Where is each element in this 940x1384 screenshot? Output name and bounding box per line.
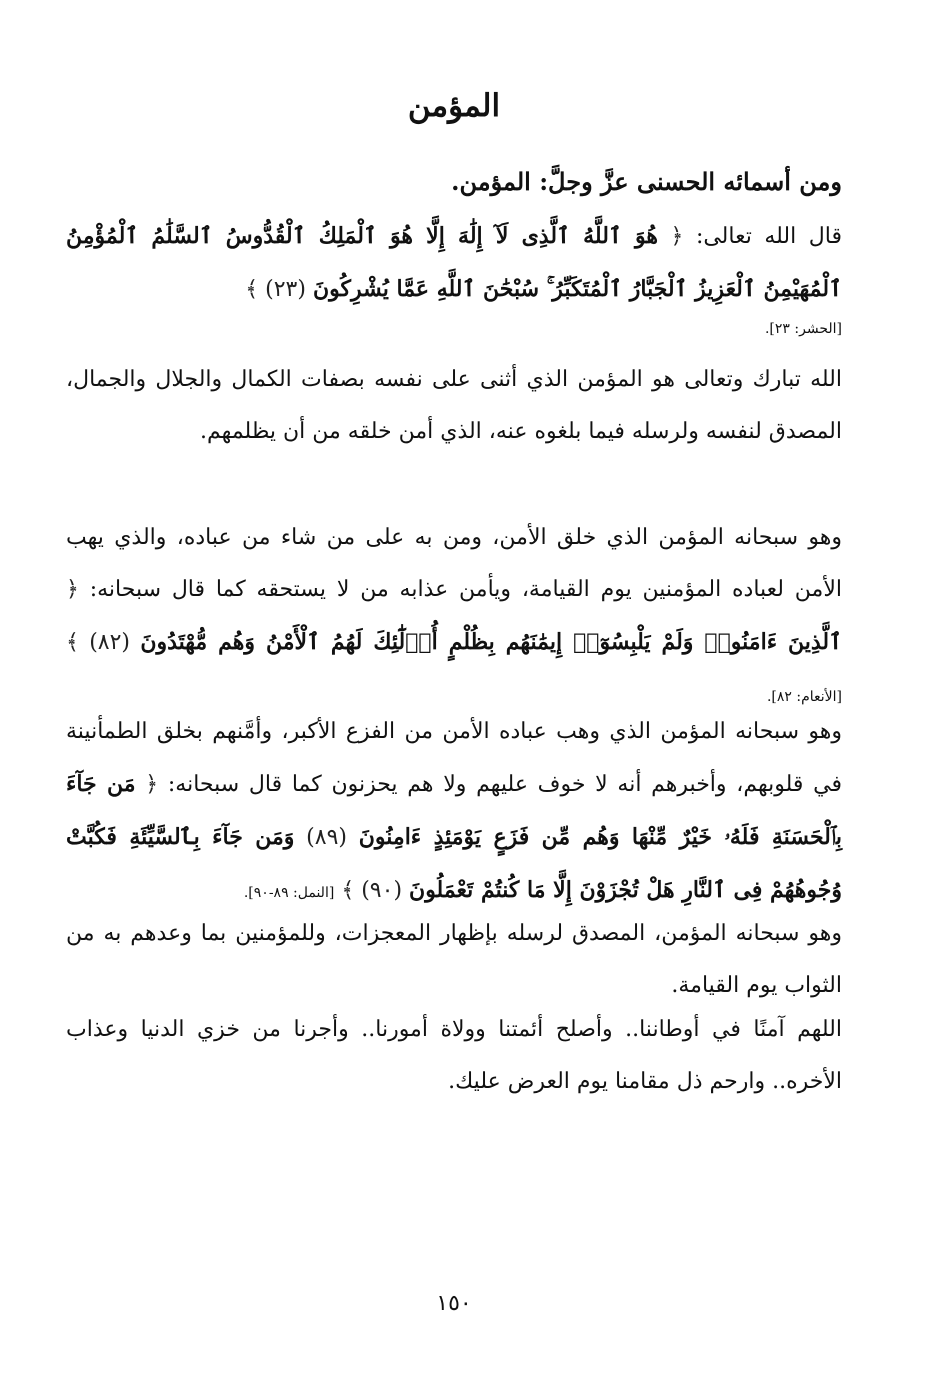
ayah-number: (٨٩) [306, 825, 347, 850]
ornate-bracket-open-icon: ﴿ [145, 772, 159, 797]
paragraph-text: وهو سبحانه المؤمن الذي خلق الأمن، ومن به على من شاء من عباده، والذي يهب الأمن لعباده المؤمنين يوم القيامة، ويأمن عذابه من لا يستحقه كما قال سبحانه: [66, 525, 842, 602]
verse-reference: [الحشر: ٢٣]. [764, 321, 842, 337]
verse-reference: [النمل: ٨٩-٩٠]. [243, 885, 335, 901]
ayah-number: (٩٠) [361, 878, 403, 903]
paragraph-text: وهو سبحانه المؤمن الذي وهب عباده الأمن من الفزع الأكبر، وأمَّنهم بخلق الطمأنينة في قلوبهم، وأخبرهم أنه لا خوف عليهم ولا هم يحزنون كما قال سبحانه: [66, 719, 842, 797]
ornate-bracket-close-icon: ﴾ [245, 277, 259, 302]
page [66, 0, 842, 1384]
verse-reference: [الأنعام: ٨٢]. [766, 689, 842, 705]
paragraph-2 [66, 512, 842, 723]
page-number: ١٥٠ [436, 1291, 472, 1316]
paragraph-1: الله تبارك وتعالى هو المؤمن الذي أثنى على نفسه بصفات الكمال والجلال والجمال، المصدق لنفسه ولرسله فيما بلغوه عنه، الذي أمن خلقه من أن يظلمهم. [66, 367, 842, 444]
ornate-bracket-open-icon: ﴿ [66, 577, 79, 602]
quote-intro: قال الله تعالى: [695, 224, 842, 249]
verse-text: وَمَن جَآءَ بِٱلسَّيِّئَةِ فَكُبَّتْ وُجُوهُهُمْ فِى ٱلنَّارِ هَلْ تُجْزَوْنَ إِلَّا مَا كُنتُمْ تَعْمَلُونَ [66, 824, 842, 903]
verse-text: ٱلَّذِينَ ءَامَنُوا۟ وَلَمْ يَلْبِسُوٓا۟ إِيمَٰنَهُم بِظُلْمٍ أُو۟لَٰٓئِكَ لَهُمُ ٱلْأَمْنُ وَهُم مُّهْتَدُونَ [140, 629, 842, 655]
verse-text: مَن جَآءَ بِٱلْحَسَنَةِ فَلَهُۥ خَيْرٌ مِّنْهَا وَهُم مِّن فَزَعٍ يَوْمَئِذٍ ءَامِنُونَ [66, 771, 843, 850]
lead-sentence: ومن أسمائه الحسنى عزَّ وجلَّ: المؤمن. [451, 167, 842, 196]
ayah-number: (٨٢) [89, 630, 131, 655]
ornate-bracket-close-icon: ﴾ [341, 878, 355, 903]
closing-prayer: اللهم آمنًا في أوطاننا.. وأصلح أئمتنا وولاة أمورنا.. وأجرنا من خزي الدنيا وعذاب الأخره.. وارحم ذل مقامنا يوم العرض عليك. [66, 1017, 842, 1094]
paragraph-4: وهو سبحانه المؤمن، المصدق لرسله بإظهار المعجزات، وللمؤمنين بما وعدهم به من الثواب يوم القيامة. [66, 921, 842, 998]
quran-quote-hashr [66, 210, 842, 342]
ornate-bracket-open-icon: ﴿ [670, 224, 684, 249]
ayah-number: (٢٣) [265, 277, 306, 302]
ornate-bracket-close-icon: ﴾ [66, 630, 79, 655]
verse-text: هُوَ ٱللَّهُ ٱلَّذِى لَآ إِلَٰهَ إِلَّا هُوَ ٱلْمَلِكُ ٱلْقُدُّوسُ ٱلسَّلَٰمُ ٱلْمُؤْمِنُ ٱلْمُهَيْمِنُ ٱلْعَزِيزُ ٱلْجَبَّارُ ٱلْمُتَكَبِّرُ ۚ سُبْحَٰنَ ٱللَّهِ عَمَّا يُشْرِكُونَ [66, 223, 842, 302]
paragraph-3 [66, 706, 842, 919]
page-title: المؤمن [407, 88, 501, 124]
